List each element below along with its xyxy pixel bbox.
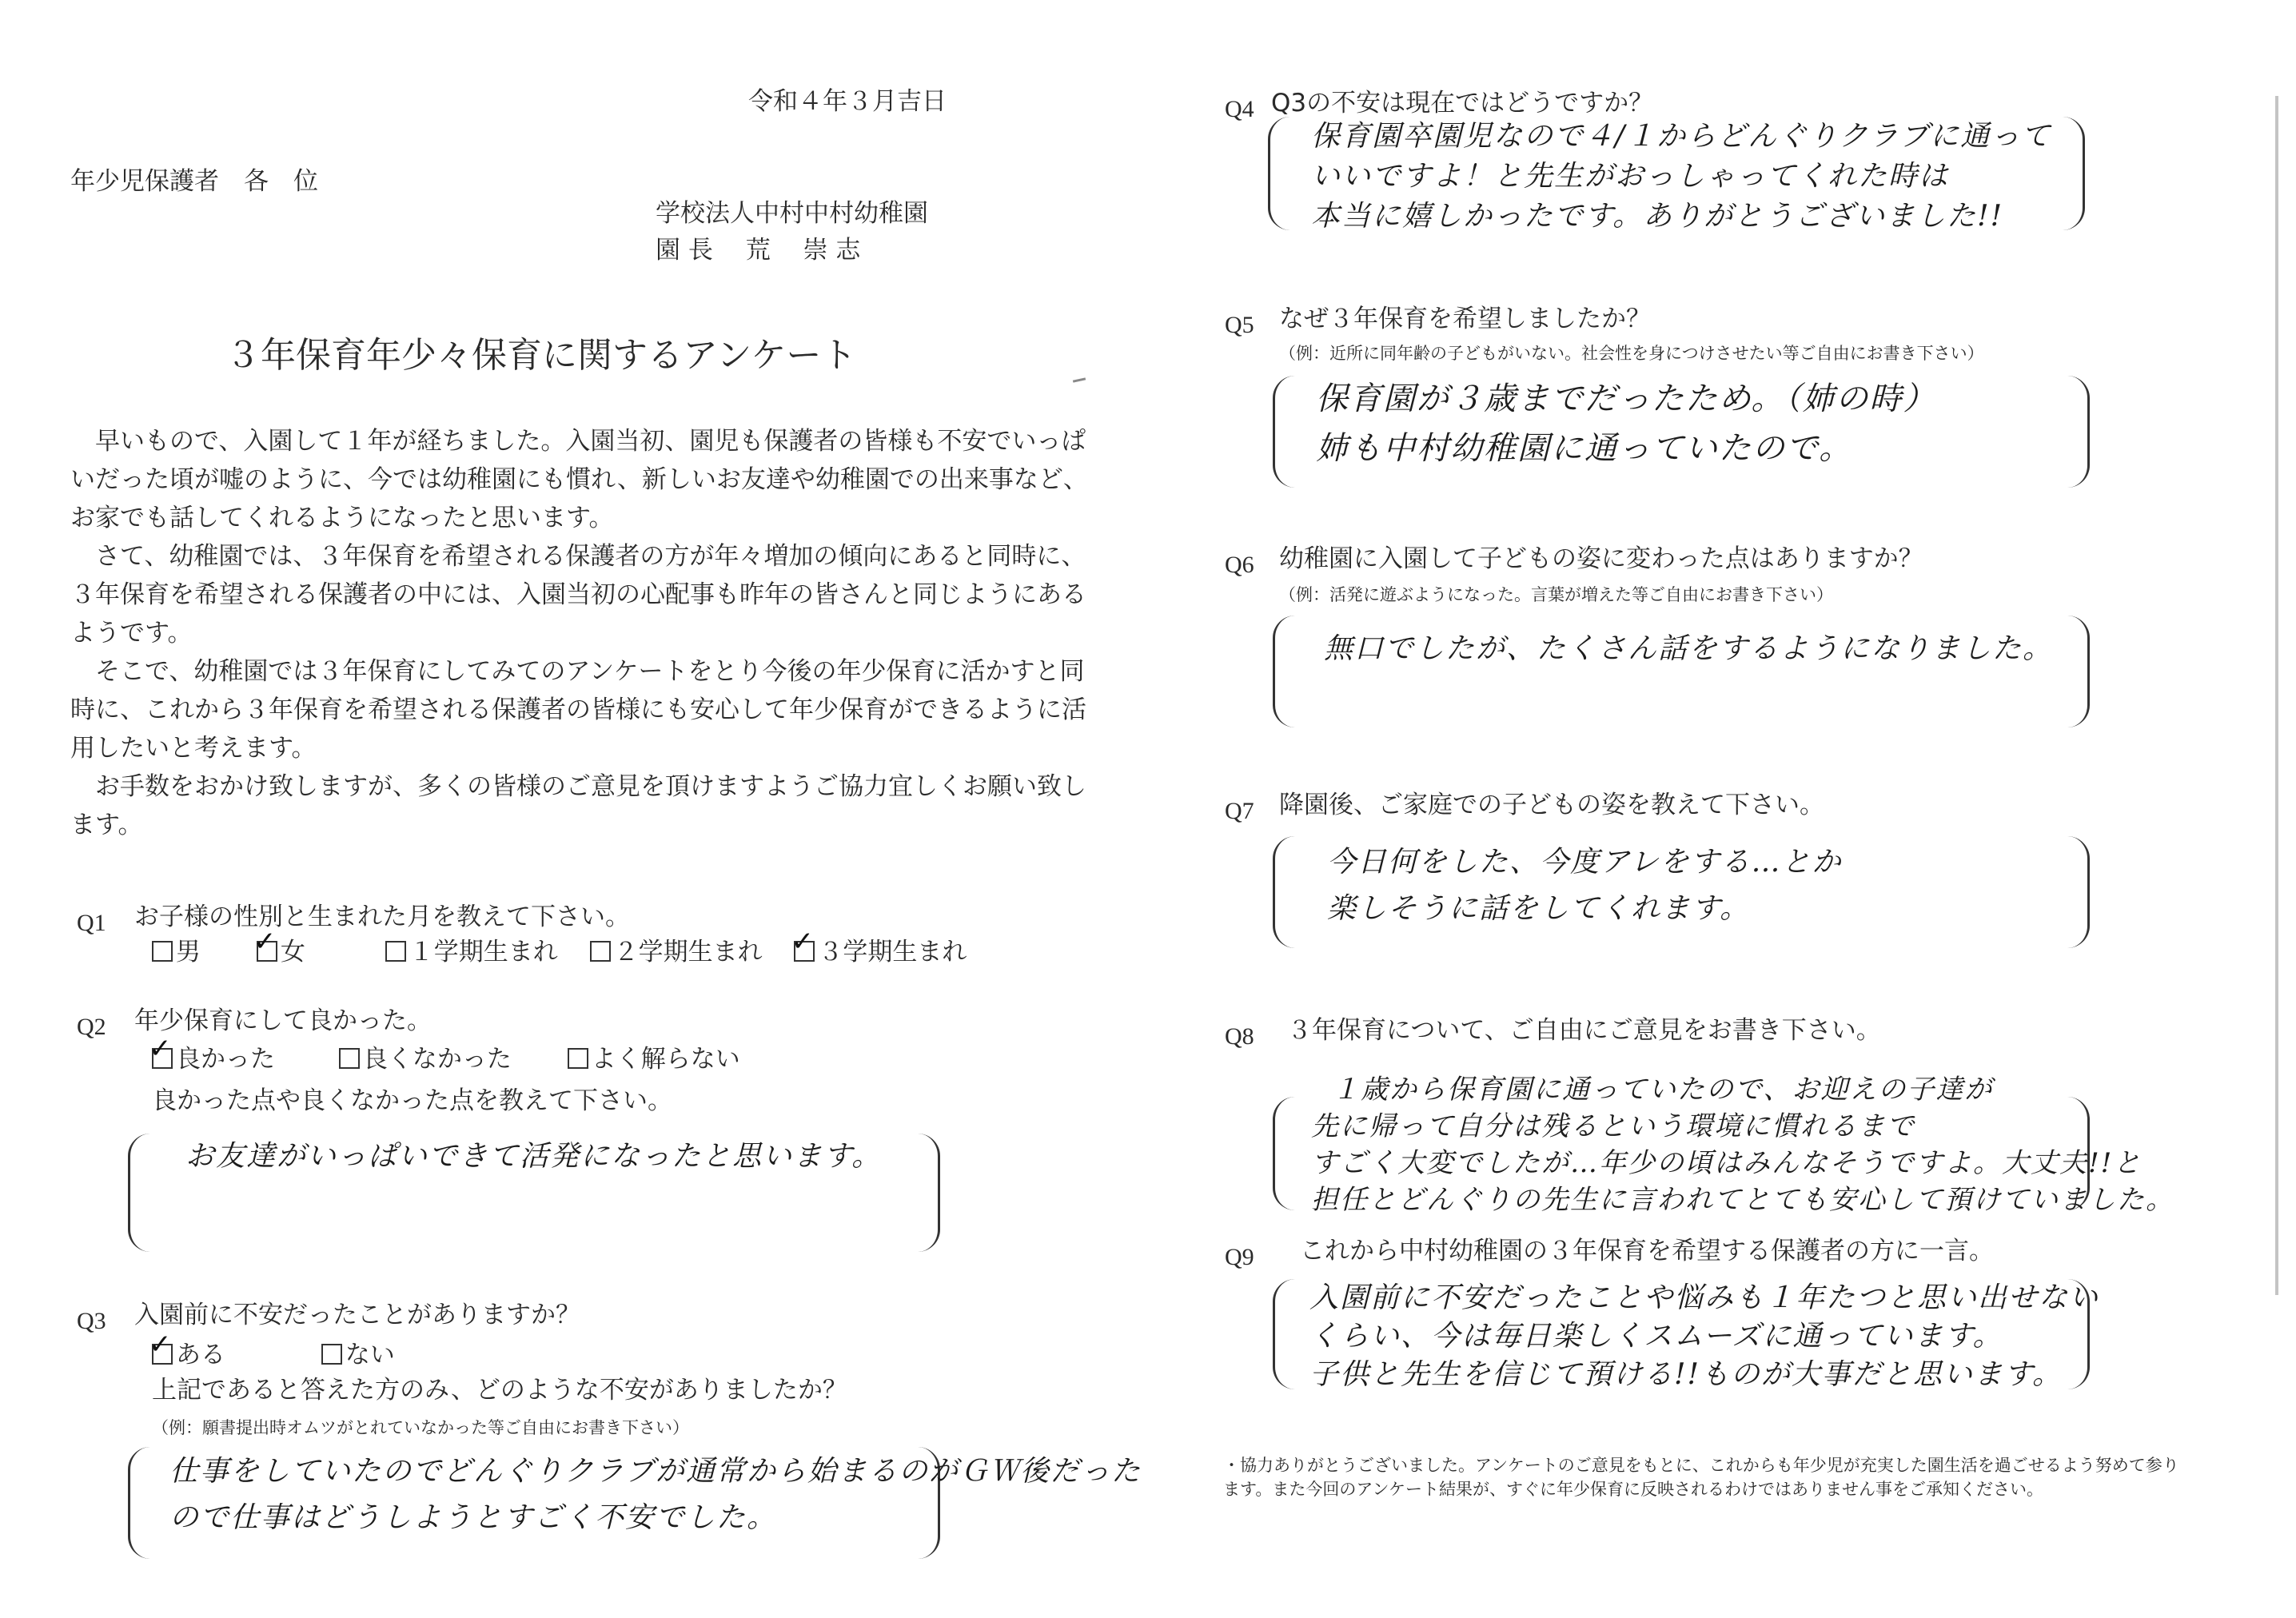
principal-name: 園 長 荒 崇 志 [656, 236, 861, 265]
q7-number: Q7 [1225, 798, 1254, 824]
q3-option-no[interactable] [321, 1341, 395, 1369]
q2-option-bad[interactable] [339, 1045, 512, 1074]
option-label: 良かった [176, 1045, 275, 1074]
checkbox-checked[interactable] [791, 926, 815, 962]
option-label: ない [345, 1341, 395, 1369]
checkbox[interactable] [568, 1048, 588, 1069]
q2-text: 年少保育にして良かった。 [134, 1006, 432, 1035]
q2-answer [185, 1129, 882, 1185]
q3-subquestion: 上記であると答えた方のみ、どのような不安がありましたか？ [152, 1376, 847, 1405]
q2-number: Q2 [77, 1014, 106, 1040]
checkbox-checked[interactable] [149, 1033, 173, 1069]
q8-answer [1311, 1071, 2174, 1218]
q4-text: Q3の不安は現在ではどうですか？ [1271, 89, 1654, 118]
option-label: 女 [280, 938, 305, 966]
check-mark-icon: ✓ [149, 1033, 172, 1065]
option-label: １学期生まれ [409, 938, 558, 966]
q3-answer [169, 1449, 1142, 1541]
handwritten-line: 先に帰って自分は残るという環境に慣れるまで [1311, 1110, 1915, 1142]
option-label: 良くなかった [362, 1045, 512, 1074]
checkbox-checked[interactable] [149, 1329, 173, 1365]
q3-text: 入園前に不安だったことがありますか？ [134, 1301, 580, 1329]
option-label: ３学期生まれ [818, 938, 967, 966]
q5-answer [1316, 374, 1936, 473]
intro-line: お家でも話してくれるようになったと思います。 [70, 504, 614, 532]
q7-text: 降園後、ご家庭での子どもの姿を教えて下さい。 [1279, 791, 1824, 819]
intro-line: お手数をおかけ致しますが、多くの皆様のご意見を頂けますようご協力宜しくお願い致し [70, 772, 1086, 801]
q5-text: なぜ３年保育を希望しましたか？ [1279, 305, 1651, 333]
handwritten-line: いいですよ！と先生がおっしゃってくれた時は [1311, 160, 1950, 193]
intro-line: ３年保育を希望される保護者の中には、入園当初の心配事も昨年の皆さんと同じようにある [70, 580, 1086, 609]
recipient-line: 年少児保護者 各 位 [70, 167, 318, 196]
q8-text: ３年保育について、ご自由にご意見をお書き下さい。 [1287, 1016, 1881, 1045]
intro-line: 時に、これから３年保育を希望される保護者の皆様にも安心して年少保育ができるように活 [70, 695, 1086, 724]
intro-line: 用したいと考えます。 [70, 734, 317, 763]
q3-options [149, 1329, 443, 1369]
handwritten-line: お友達がいっぱいできて活発になったと思います。 [185, 1140, 883, 1173]
intro-line: 早いもので、入園して１年が経ちました。入園当初、園児も保護者の皆様も不安でいっぱ [70, 427, 1086, 456]
checkbox[interactable] [321, 1344, 342, 1365]
q5-number: Q5 [1225, 312, 1254, 338]
check-mark-icon: ✓ [791, 926, 814, 958]
q2-option-good[interactable] [149, 1033, 275, 1074]
q8-number: Q8 [1225, 1023, 1254, 1050]
q1-option-term2[interactable] [590, 938, 763, 966]
q4-number: Q4 [1225, 96, 1254, 122]
q1-text: お子様の性別と生まれた月を教えて下さい。 [134, 903, 630, 931]
q1-option-term1[interactable] [385, 938, 558, 966]
checkbox[interactable] [152, 941, 173, 962]
q9-text: これから中村幼稚園の３年保育を希望する保護者の方に一言。 [1300, 1237, 1994, 1265]
date-line: 令和４年３月吉日 [748, 87, 947, 116]
school-name: 学校法人中村中村幼稚園 [656, 199, 928, 228]
q6-number: Q6 [1225, 552, 1254, 578]
q1-options [152, 926, 1014, 966]
handwritten-line: 保育園が３歳までだったため。（姉の時） [1316, 381, 1937, 417]
q2-option-unsure[interactable] [568, 1045, 740, 1074]
handwritten-line: ので仕事はどうしようとすごく不安でした。 [169, 1501, 778, 1534]
intro-line: ようです。 [70, 619, 193, 648]
handwritten-line: 担任とどんぐりの先生に言われてとても安心して預けていました。 [1311, 1184, 2174, 1216]
option-label: ある [176, 1341, 225, 1369]
check-mark-icon: ✓ [253, 926, 277, 958]
q3-number: Q3 [77, 1308, 106, 1334]
q6-answer [1324, 625, 2053, 673]
page-title: ３年保育年少々保育に関するアンケート [225, 335, 857, 376]
handwritten-line: すごく大変でしたが…年少の頃はみんなそうですよ。大丈夫!!と [1311, 1147, 2143, 1179]
handwritten-line: １歳から保育園に通っていたので、お迎えの子達が [1332, 1074, 1994, 1106]
q1-number: Q1 [77, 910, 106, 936]
q9-answer [1309, 1279, 2099, 1394]
q1-option-female[interactable] [253, 926, 305, 966]
checkbox[interactable] [385, 941, 406, 962]
q2-subquestion: 良かった点や良くなかった点を教えて下さい。 [152, 1086, 672, 1115]
footer-line: ます。また今回のアンケート結果が、すぐに年少保育に反映されるわけではありません事をご承知ください。 [1223, 1480, 2044, 1499]
option-label: よく解らない [591, 1045, 740, 1074]
intro-line: ます。 [70, 811, 143, 839]
scan-speck [1073, 377, 1086, 382]
q2-options [149, 1033, 788, 1074]
handwritten-line: 姉も中村幼稚園に通っていたので。 [1316, 430, 1853, 467]
handwritten-line: 入園前に不安だったことや悩みも１年たつと思い出せない [1309, 1281, 2100, 1314]
checkbox[interactable] [339, 1048, 360, 1069]
intro-line: いだった頃が嘘のように、今では幼稚園にも慣れ、新しいお友達や幼稚園での出来事など、 [70, 465, 1088, 494]
handwritten-line: 保育園卒園児なので４/１からどんぐりクラブに通って [1311, 120, 2052, 153]
q1-option-male[interactable] [152, 938, 201, 966]
checkbox-checked[interactable] [253, 926, 277, 962]
q1-option-term3[interactable] [791, 926, 967, 966]
q9-number: Q9 [1225, 1244, 1254, 1270]
scan-edge-line [2275, 96, 2278, 1295]
handwritten-line: 子供と先生を信じて預ける!!ものが大事だと思います。 [1309, 1358, 2063, 1391]
intro-line: さて、幼稚園では、３年保育を希望される保護者の方が年々増加の傾向にあると同時に、 [70, 542, 1086, 571]
handwritten-line: 今日何をした、今度アレをする…とか [1327, 846, 1843, 879]
q3-option-yes[interactable] [149, 1329, 225, 1369]
q6-example: （例：活発に遊ぶようになった。言葉が増えた等ご自由にお書き下さい） [1279, 585, 1833, 604]
q4-answer [1311, 117, 2051, 237]
footer-line: ・協力ありがとうございました。アンケートのご意見をもとに、これからも年少児が充実した園生活を過ごせるよう努めて参り [1223, 1456, 2179, 1475]
footer-note [1223, 1453, 2179, 1501]
q3-example: （例：願書提出時オムツがとれていなかった等ご自由にお書き下さい） [152, 1418, 689, 1437]
handwritten-line: 楽しそうに話をしてくれます。 [1327, 892, 1751, 925]
option-label: ２学期生まれ [613, 938, 763, 966]
q7-answer [1327, 839, 1843, 932]
q6-text: 幼稚園に入園して子どもの姿に変わった点はありますか？ [1279, 544, 1923, 573]
handwritten-line: 本当に嬉しかったです。ありがとうございました!! [1311, 200, 2004, 233]
handwritten-line: くらい、今は毎日楽しくスムーズに通っています。 [1309, 1320, 2003, 1353]
handwritten-line: 無口でしたが、たくさん話をするようになりました。 [1324, 632, 2054, 665]
q5-example: （例：近所に同年齢の子どもがいない。社会性を身につけさせたい等ご自由にお書き下さい） [1279, 344, 1984, 363]
option-label: 男 [176, 938, 201, 966]
handwritten-line: 仕事をしていたのでどんぐりクラブが通常から始まるのがＧＷ後だった [169, 1455, 1142, 1488]
check-mark-icon: ✓ [149, 1329, 172, 1361]
intro-line: そこで、幼稚園では３年保育にしてみてのアンケートをとり今後の年少保育に活かすと同 [70, 657, 1085, 686]
intro-paragraph [70, 422, 1088, 844]
checkbox[interactable] [590, 941, 611, 962]
